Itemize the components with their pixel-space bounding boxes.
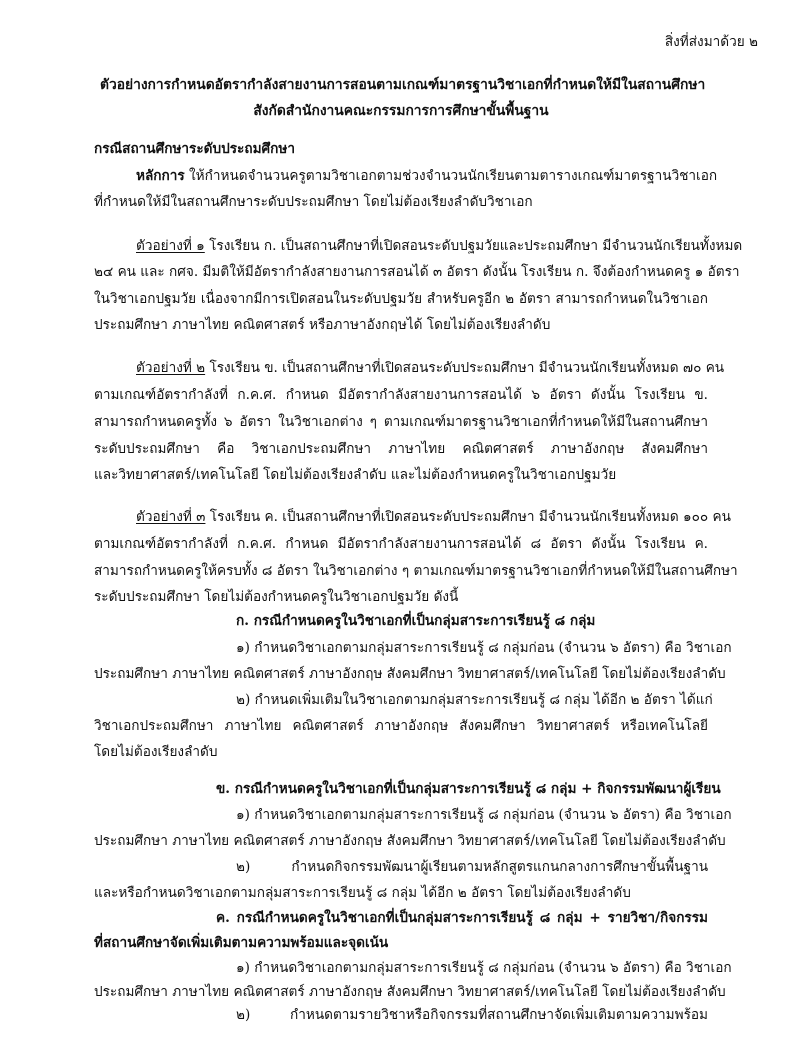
- attachment-note-line: [0, 28, 802, 56]
- example1-line-2: ๒๔ คน และ กศจ. มีมติให้มีอัตรากำลังสายงานการสอนได้ ๓ อัตรา ดังนั้น โรงเรียน ก. จึงต้องกำหนดครู ๑ อัตรา: [94, 264, 740, 280]
- case-b-item1-line-1: ๑) กำหนดวิชาเอกตามกลุ่มสาระการเรียนรู้ ๘ กลุ่มก่อน (จำนวน ๖ อัตรา) คือ วิชาเอก: [236, 807, 732, 823]
- case-a-item2-line-1: ๒) กำหนดเพิ่มเติมในวิชาเอกตามกลุ่มสาระการเรียนรู้ ๘ กลุ่ม ได้อีก ๒ อัตรา ได้แก่: [236, 692, 713, 708]
- case-a-item1-line-2: ประถมศึกษา ภาษาไทย คณิตศาสตร์ ภาษาอังกฤษ สังคมศึกษา วิทยาศาสตร์/เทคโนโลยี โดยไม่ต้องเรียงลำดับ: [94, 666, 726, 682]
- case-c-item1-line-1: ๑) กำหนดวิชาเอกตามกลุ่มสาระการเรียนรู้ ๘ กลุ่มก่อน (จำนวน ๖ อัตรา) คือ วิชาเอก: [236, 960, 732, 976]
- example1-line-1: ตัวอย่างที่ ๑ โรงเรียน ก. เป็นสถานศึกษาที่เปิดสอนระดับปฐมวัยและประถมศึกษา มีจำนวนนักเรียนทั้งหมด: [136, 238, 743, 254]
- example3-line-3: สามารถกำหนดครูให้ครบทั้ง ๘ อัตรา ในวิชาเอกต่าง ๆ ตามเกณฑ์มาตรฐานวิชาเอกที่กำหนดให้มีในสถานศึกษา: [94, 563, 738, 579]
- case-b-item2-line-2: และหรือกำหนดวิชาเอกตามกลุ่มสาระการเรียนรู้ ๘ กลุ่ม ได้อีก ๒ อัตรา โดยไม่ต้องเรียงลำดับ: [94, 885, 631, 901]
- example3-label: ตัวอย่างที่ ๓: [136, 509, 206, 525]
- attachment-note: สิ่งที่ส่งมาด้วย ๒: [664, 34, 758, 50]
- title-line-1: ตัวอย่างการกำหนดอัตรากำลังสายงานการสอนตามเกณฑ์มาตรฐานวิชาเอกที่กำหนดให้มีในสถานศึกษา: [100, 77, 706, 93]
- case-c-item1-line-2: ประถมศึกษา ภาษาไทย คณิตศาสตร์ ภาษาอังกฤษ สังคมศึกษา วิทยาศาสตร์/เทคโนโลยี โดยไม่ต้องเรียงลำดับ: [94, 984, 726, 1000]
- example2-line-5: และวิทยาศาสตร์/เทคโนโลยี โดยไม่ต้องเรียงลำดับ และไม่ต้องกำหนดครูในวิชาเอกปฐมวัย: [94, 467, 617, 483]
- principle-line-1: หลักการ ให้กำหนดจำนวนครูตามวิชาเอกตามช่วงจำนวนนักเรียนตามตารางเกณฑ์มาตรฐานวิชาเอก: [136, 168, 718, 184]
- example2-line-4: ระดับประถมศึกษา คือ วิชาเอกประถมศึกษา ภาษาไทย คณิตศาสตร์ ภาษาอังกฤษ สังคมศึกษา: [94, 441, 708, 457]
- example1-label: ตัวอย่างที่ ๑: [136, 238, 205, 254]
- title-line-2: สังกัดสำนักงานคณะกรรมการการศึกษาขั้นพื้นฐาน: [253, 103, 549, 119]
- case-b-heading: ข. กรณีกำหนดครูในวิชาเอกที่เป็นกลุ่มสาระการเรียนรู้ ๘ กลุ่ม + กิจกรรมพัฒนาผู้เรียน: [216, 781, 721, 797]
- case-c-heading-line-2: ที่สถานศึกษาจัดเพิ่มเติมตามความพร้อมและจุดเน้น: [94, 935, 389, 951]
- example2-line-3: สามารถกำหนดครูทั้ง ๖ อัตรา ในวิชาเอกต่าง ๆ ตามเกณฑ์มาตรฐานวิชาเอกที่กำหนดให้มีในสถานศึกษา: [94, 414, 708, 430]
- example1-line-4: ประถมศึกษา ภาษาไทย คณิตศาสตร์ หรือภาษาอังกฤษได้ โดยไม่ต้องเรียงลำดับ: [94, 317, 551, 333]
- case-b-item2-line-1: ๒) กำหนดกิจกรรมพัฒนาผู้เรียนตามหลักสูตรแกนกลางการศึกษาขั้นพื้นฐาน: [236, 859, 708, 875]
- principle-label: หลักการ: [136, 168, 185, 184]
- case-a-heading: ก. กรณีกำหนดครูในวิชาเอกที่เป็นกลุ่มสาระการเรียนรู้ ๘ กลุ่ม: [236, 613, 596, 629]
- example2-line-1: ตัวอย่างที่ ๒ โรงเรียน ข. เป็นสถานศึกษาที่เปิดสอนระดับประถมศึกษา มีจำนวนนักเรียนทั้งหมด ๗๐ คน: [136, 360, 725, 376]
- section-heading: กรณีสถานศึกษาระดับประถมศึกษา: [94, 141, 295, 157]
- example3-line-2: ตามเกณฑ์อัตรากำลังที่ ก.ค.ศ. กำหนด มีอัตรากำลังสายงานการสอนได้ ๘ อัตรา ดังนั้น โรงเรียน ค.: [94, 536, 708, 552]
- case-c-heading-line-1: ค. กรณีกำหนดครูในวิชาเอกที่เป็นกลุ่มสาระการเรียนรู้ ๘ กลุ่ม + รายวิชา/กิจกรรม: [216, 910, 708, 926]
- case-a-item2-line-3: โดยไม่ต้องเรียงลำดับ: [94, 744, 218, 760]
- principle-line-2: ที่กำหนดให้มีในสถานศึกษาระดับประถมศึกษา โดยไม่ต้องเรียงลำดับวิชาเอก: [94, 194, 533, 210]
- case-a-item2-line-2: วิชาเอกประถมศึกษา ภาษาไทย คณิตศาสตร์ ภาษาอังกฤษ สังคมศึกษา วิทยาศาสตร์ หรือเทคโนโลยี: [94, 718, 708, 734]
- example2-line-2: ตามเกณฑ์อัตรากำลังที่ ก.ค.ศ. กำหนด มีอัตรากำลังสายงานการสอนได้ ๖ อัตรา ดังนั้น โรงเรียน ข.: [94, 387, 708, 403]
- case-c-item2-line-1: ๒) กำหนดตามรายวิชาหรือกิจกรรมที่สถานศึกษาจัดเพิ่มเติมตามความพร้อม: [236, 1007, 708, 1023]
- example3-line-1: ตัวอย่างที่ ๓ โรงเรียน ค. เป็นสถานศึกษาที่เปิดสอนระดับประถมศึกษา มีจำนวนนักเรียนทั้งหมด ๑๐๐ คน: [136, 509, 731, 525]
- case-a-item1-line-1: ๑) กำหนดวิชาเอกตามกลุ่มสาระการเรียนรู้ ๘ กลุ่มก่อน (จำนวน ๖ อัตรา) คือ วิชาเอก: [236, 640, 732, 656]
- example1-line-3: ในวิชาเอกปฐมวัย เนื่องจากมีการเปิดสอนในระดับปฐมวัย สำหรับครูอีก ๒ อัตรา สามารถกำหนดในวิชาเอก: [94, 291, 708, 307]
- example3-line-4: ระดับประถมศึกษา โดยไม่ต้องกำหนดครูในวิชาเอกปฐมวัย ดังนี้: [94, 589, 459, 605]
- example2-label: ตัวอย่างที่ ๒: [136, 360, 206, 376]
- case-b-item1-line-2: ประถมศึกษา ภาษาไทย คณิตศาสตร์ ภาษาอังกฤษ สังคมศึกษา วิทยาศาสตร์/เทคโนโลยี โดยไม่ต้องเรียงลำดับ: [94, 833, 726, 849]
